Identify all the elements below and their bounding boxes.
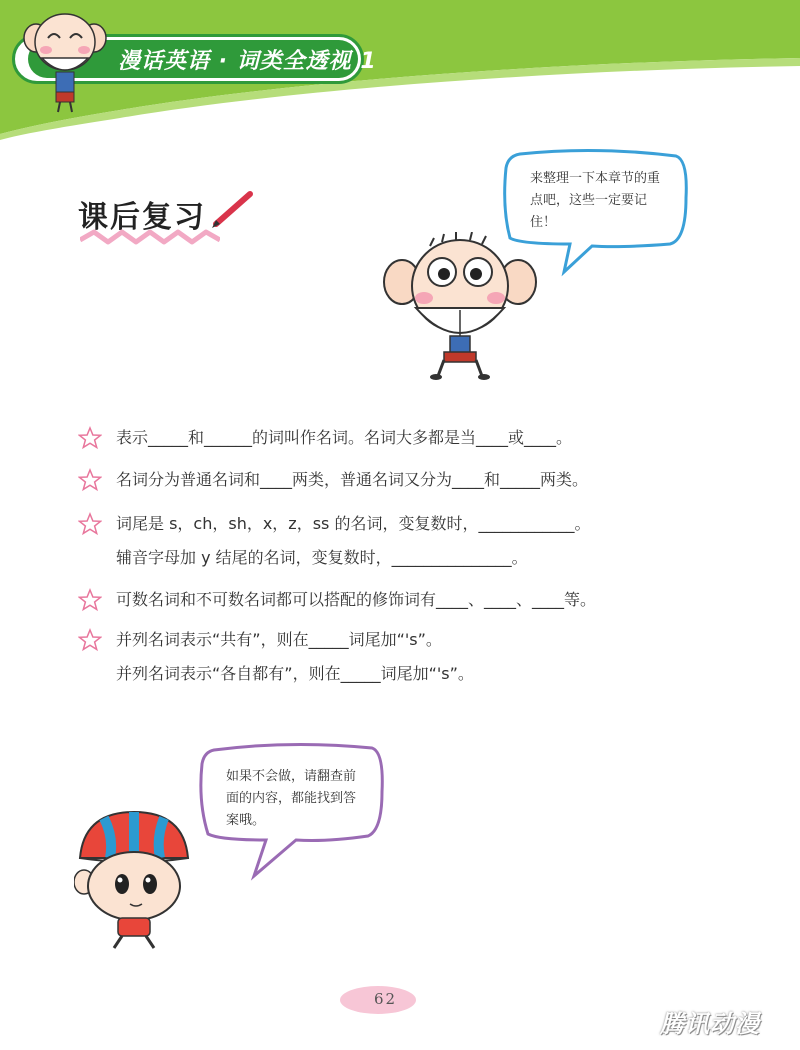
section-title: 课后复习 [78, 200, 206, 235]
header-title: 漫话英语 · 词类全透视 1 [118, 49, 377, 74]
speech-bubble-bottom-text: 如果不会做，请翻查前面的内容，都能找到答案哦。 [226, 769, 357, 828]
list-item-text: 并列名词表示“共有”，则在_____词尾加“'s”。 [116, 630, 442, 649]
list-item-text: 词尾是 s，ch，sh，x，z，ss 的名词，变复数时，____________。 [116, 514, 591, 533]
cartoon-boy-cap-icon [74, 808, 194, 953]
mascot-top-icon [20, 6, 110, 116]
list-item-text: 可数名词和不可数名词都可以搭配的修饰词有____、____、____等。 [116, 590, 597, 609]
watermark-logo: 腾讯动漫 [660, 1010, 760, 1038]
speech-bubble-top-text: 来整理一下本章节的重点吧，这些一定要记住！ [530, 171, 661, 230]
pencil-icon [206, 190, 256, 230]
star-icon [78, 512, 102, 536]
cartoon-boy-icon [380, 232, 540, 382]
list-item-text: 表示_____和______的词叫作名词。名词大多都是当____或____。 [116, 428, 573, 447]
star-icon [78, 426, 102, 450]
page-number: 62 [374, 990, 398, 1008]
zigzag-decoration [80, 228, 220, 252]
list-item-text-2: 并列名词表示“各自都有”，则在_____词尾加“'s”。 [116, 664, 474, 683]
star-icon [78, 628, 102, 652]
list-item-text: 名词分为普通名词和____两类，普通名词又分为____和_____两类。 [116, 470, 589, 489]
star-icon [78, 468, 102, 492]
list-item-text-2: 辅音字母加 y 结尾的名词，变复数时，_______________。 [116, 548, 528, 567]
star-icon [78, 588, 102, 612]
